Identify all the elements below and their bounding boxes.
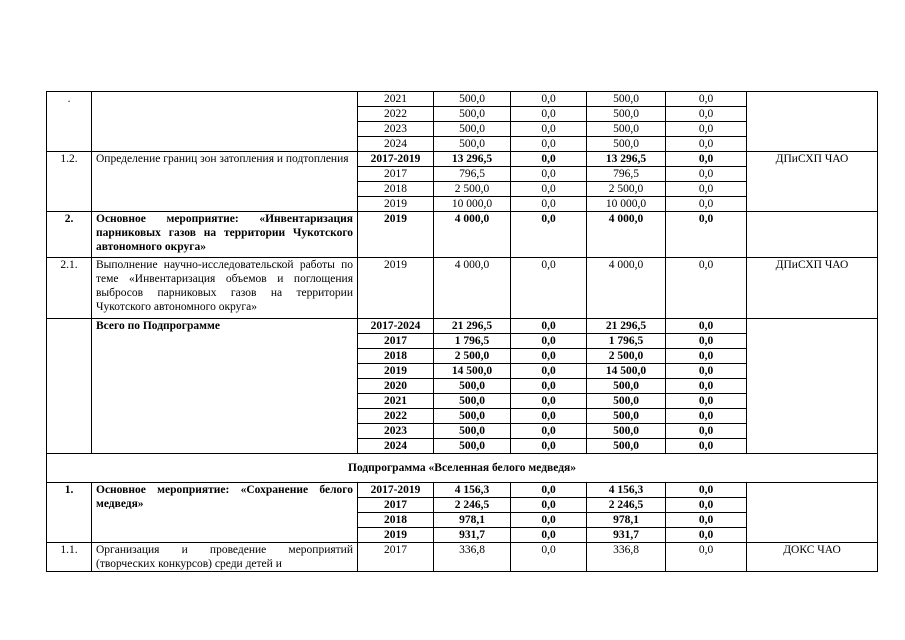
federal-cell: 0,0 xyxy=(511,483,587,498)
item-number: 1.1. xyxy=(47,543,92,572)
federal-cell: 0,0 xyxy=(511,182,587,197)
other-cell: 0,0 xyxy=(666,334,747,349)
federal-cell: 0,0 xyxy=(511,107,587,122)
federal-cell: 0,0 xyxy=(511,364,587,379)
executor-cell xyxy=(747,483,878,543)
federal-cell: 0,0 xyxy=(511,92,587,107)
other-cell: 0,0 xyxy=(666,394,747,409)
district-cell: 500,0 xyxy=(587,122,666,137)
executor-cell: ДОКС ЧАО xyxy=(747,543,878,572)
other-cell: 0,0 xyxy=(666,424,747,439)
year-cell: 2023 xyxy=(358,424,434,439)
year-cell: 2021 xyxy=(358,394,434,409)
other-cell: 0,0 xyxy=(666,152,747,167)
table-row xyxy=(47,543,878,572)
federal-cell: 0,0 xyxy=(511,212,587,258)
total-cell: 1 796,5 xyxy=(434,334,511,349)
total-cell: 931,7 xyxy=(434,528,511,543)
year-cell: 2024 xyxy=(358,137,434,152)
item-name xyxy=(92,92,358,152)
total-cell: 13 296,5 xyxy=(434,152,511,167)
district-cell: 13 296,5 xyxy=(587,152,666,167)
district-cell: 500,0 xyxy=(587,424,666,439)
year-cell: 2019 xyxy=(358,258,434,319)
federal-cell: 0,0 xyxy=(511,197,587,212)
total-cell: 2 500,0 xyxy=(434,182,511,197)
year-cell: 2022 xyxy=(358,107,434,122)
federal-cell: 0,0 xyxy=(511,258,587,319)
federal-cell: 0,0 xyxy=(511,334,587,349)
total-cell: 4 000,0 xyxy=(434,212,511,258)
total-cell: 500,0 xyxy=(434,409,511,424)
district-cell: 931,7 xyxy=(587,528,666,543)
item-number: 1.2. xyxy=(47,152,92,212)
year-cell: 2020 xyxy=(358,379,434,394)
other-cell: 0,0 xyxy=(666,528,747,543)
other-cell: 0,0 xyxy=(666,167,747,182)
total-cell: 2 246,5 xyxy=(434,498,511,513)
item-name: Определение границ зон затопления и подтопления xyxy=(92,152,358,212)
other-cell: 0,0 xyxy=(666,379,747,394)
total-label: Всего по Подпрограмме xyxy=(92,319,358,454)
year-cell: 2023 xyxy=(358,122,434,137)
year-cell: 2017 xyxy=(358,334,434,349)
other-cell: 0,0 xyxy=(666,439,747,454)
table-row xyxy=(47,212,878,258)
total-cell: 500,0 xyxy=(434,424,511,439)
item-name: Основное мероприятие: «Сохранение белого медведя» xyxy=(92,483,358,543)
district-cell: 4 000,0 xyxy=(587,212,666,258)
federal-cell: 0,0 xyxy=(511,319,587,334)
year-cell: 2019 xyxy=(358,197,434,212)
district-cell: 4 000,0 xyxy=(587,258,666,319)
federal-cell: 0,0 xyxy=(511,137,587,152)
total-cell: 21 296,5 xyxy=(434,319,511,334)
item-number: 2.1. xyxy=(47,258,92,319)
executor-cell: ДПиСХП ЧАО xyxy=(747,258,878,319)
financing-table xyxy=(46,91,878,572)
table-row xyxy=(47,152,878,167)
executor-cell: ДПиСХП ЧАО xyxy=(747,152,878,212)
other-cell: 0,0 xyxy=(666,258,747,319)
year-cell: 2017-2024 xyxy=(358,319,434,334)
table-row xyxy=(47,483,878,498)
federal-cell: 0,0 xyxy=(511,409,587,424)
item-number xyxy=(47,319,92,454)
federal-cell: 0,0 xyxy=(511,543,587,572)
federal-cell: 0,0 xyxy=(511,528,587,543)
item-name xyxy=(92,543,358,572)
total-cell: 4 000,0 xyxy=(434,258,511,319)
district-cell: 500,0 xyxy=(587,379,666,394)
federal-cell: 0,0 xyxy=(511,439,587,454)
total-cell: 336,8 xyxy=(434,543,511,572)
other-cell: 0,0 xyxy=(666,107,747,122)
item-name: Основное мероприятие: «Инвентаризация парниковых газов на территории Чукотского автономного округа» xyxy=(92,212,358,258)
table-row xyxy=(47,319,878,334)
other-cell: 0,0 xyxy=(666,212,747,258)
other-cell: 0,0 xyxy=(666,498,747,513)
year-cell: 2017-2019 xyxy=(358,483,434,498)
table-row xyxy=(47,258,878,319)
other-cell: 0,0 xyxy=(666,319,747,334)
federal-cell: 0,0 xyxy=(511,379,587,394)
total-cell: 500,0 xyxy=(434,379,511,394)
district-cell: 500,0 xyxy=(587,137,666,152)
other-cell: 0,0 xyxy=(666,409,747,424)
total-cell: 500,0 xyxy=(434,394,511,409)
district-cell: 1 796,5 xyxy=(587,334,666,349)
district-cell: 2 500,0 xyxy=(587,349,666,364)
other-cell: 0,0 xyxy=(666,197,747,212)
year-cell: 2017 xyxy=(358,498,434,513)
total-cell: 500,0 xyxy=(434,137,511,152)
other-cell: 0,0 xyxy=(666,122,747,137)
item-number: 1. xyxy=(47,483,92,543)
other-cell: 0,0 xyxy=(666,483,747,498)
district-cell: 500,0 xyxy=(587,107,666,122)
year-cell: 2024 xyxy=(358,439,434,454)
table-row xyxy=(47,454,878,483)
executor-cell xyxy=(747,212,878,258)
total-cell: 2 500,0 xyxy=(434,349,511,364)
district-cell: 500,0 xyxy=(587,409,666,424)
year-cell: 2019 xyxy=(358,528,434,543)
year-cell: 2017 xyxy=(358,543,434,572)
total-cell: 978,1 xyxy=(434,513,511,528)
total-cell: 500,0 xyxy=(434,122,511,137)
item-name: Выполнение научно-исследовательской работы по теме «Инвентаризация объемов и поглощения выбросов парниковых газов на территории Чукотского автономного округа» xyxy=(92,258,358,319)
district-cell: 14 500,0 xyxy=(587,364,666,379)
district-cell: 500,0 xyxy=(587,439,666,454)
executor-cell xyxy=(747,319,878,454)
district-cell: 336,8 xyxy=(587,543,666,572)
federal-cell: 0,0 xyxy=(511,167,587,182)
district-cell: 978,1 xyxy=(587,513,666,528)
district-cell: 2 500,0 xyxy=(587,182,666,197)
federal-cell: 0,0 xyxy=(511,513,587,528)
other-cell: 0,0 xyxy=(666,513,747,528)
total-cell: 500,0 xyxy=(434,92,511,107)
item-number: . xyxy=(47,92,92,152)
total-cell: 796,5 xyxy=(434,167,511,182)
district-cell: 500,0 xyxy=(587,92,666,107)
year-cell: 2018 xyxy=(358,513,434,528)
year-cell: 2021 xyxy=(358,92,434,107)
other-cell: 0,0 xyxy=(666,364,747,379)
federal-cell: 0,0 xyxy=(511,498,587,513)
other-cell: 0,0 xyxy=(666,92,747,107)
total-cell: 4 156,3 xyxy=(434,483,511,498)
year-cell: 2017-2019 xyxy=(358,152,434,167)
district-cell: 2 246,5 xyxy=(587,498,666,513)
total-cell: 500,0 xyxy=(434,107,511,122)
federal-cell: 0,0 xyxy=(511,349,587,364)
other-cell: 0,0 xyxy=(666,349,747,364)
year-cell: 2019 xyxy=(358,212,434,258)
year-cell: 2022 xyxy=(358,409,434,424)
federal-cell: 0,0 xyxy=(511,152,587,167)
other-cell: 0,0 xyxy=(666,182,747,197)
federal-cell: 0,0 xyxy=(511,424,587,439)
item-name-text: Организация и проведение мероприятий (творческих конкурсов) среди детей и xyxy=(96,544,353,570)
district-cell: 796,5 xyxy=(587,167,666,182)
subprogram-title: Подпрограмма «Вселенная белого медведя» xyxy=(47,454,878,483)
executor-cell xyxy=(747,92,878,152)
district-cell: 10 000,0 xyxy=(587,197,666,212)
year-cell: 2018 xyxy=(358,182,434,197)
year-cell: 2017 xyxy=(358,167,434,182)
federal-cell: 0,0 xyxy=(511,122,587,137)
district-cell: 4 156,3 xyxy=(587,483,666,498)
district-cell: 21 296,5 xyxy=(587,319,666,334)
table-row xyxy=(47,92,878,107)
other-cell: 0,0 xyxy=(666,543,747,572)
district-cell: 500,0 xyxy=(587,394,666,409)
total-cell: 500,0 xyxy=(434,439,511,454)
federal-cell: 0,0 xyxy=(511,394,587,409)
item-number: 2. xyxy=(47,212,92,258)
year-cell: 2018 xyxy=(358,349,434,364)
year-cell: 2019 xyxy=(358,364,434,379)
other-cell: 0,0 xyxy=(666,137,747,152)
total-cell: 14 500,0 xyxy=(434,364,511,379)
total-cell: 10 000,0 xyxy=(434,197,511,212)
